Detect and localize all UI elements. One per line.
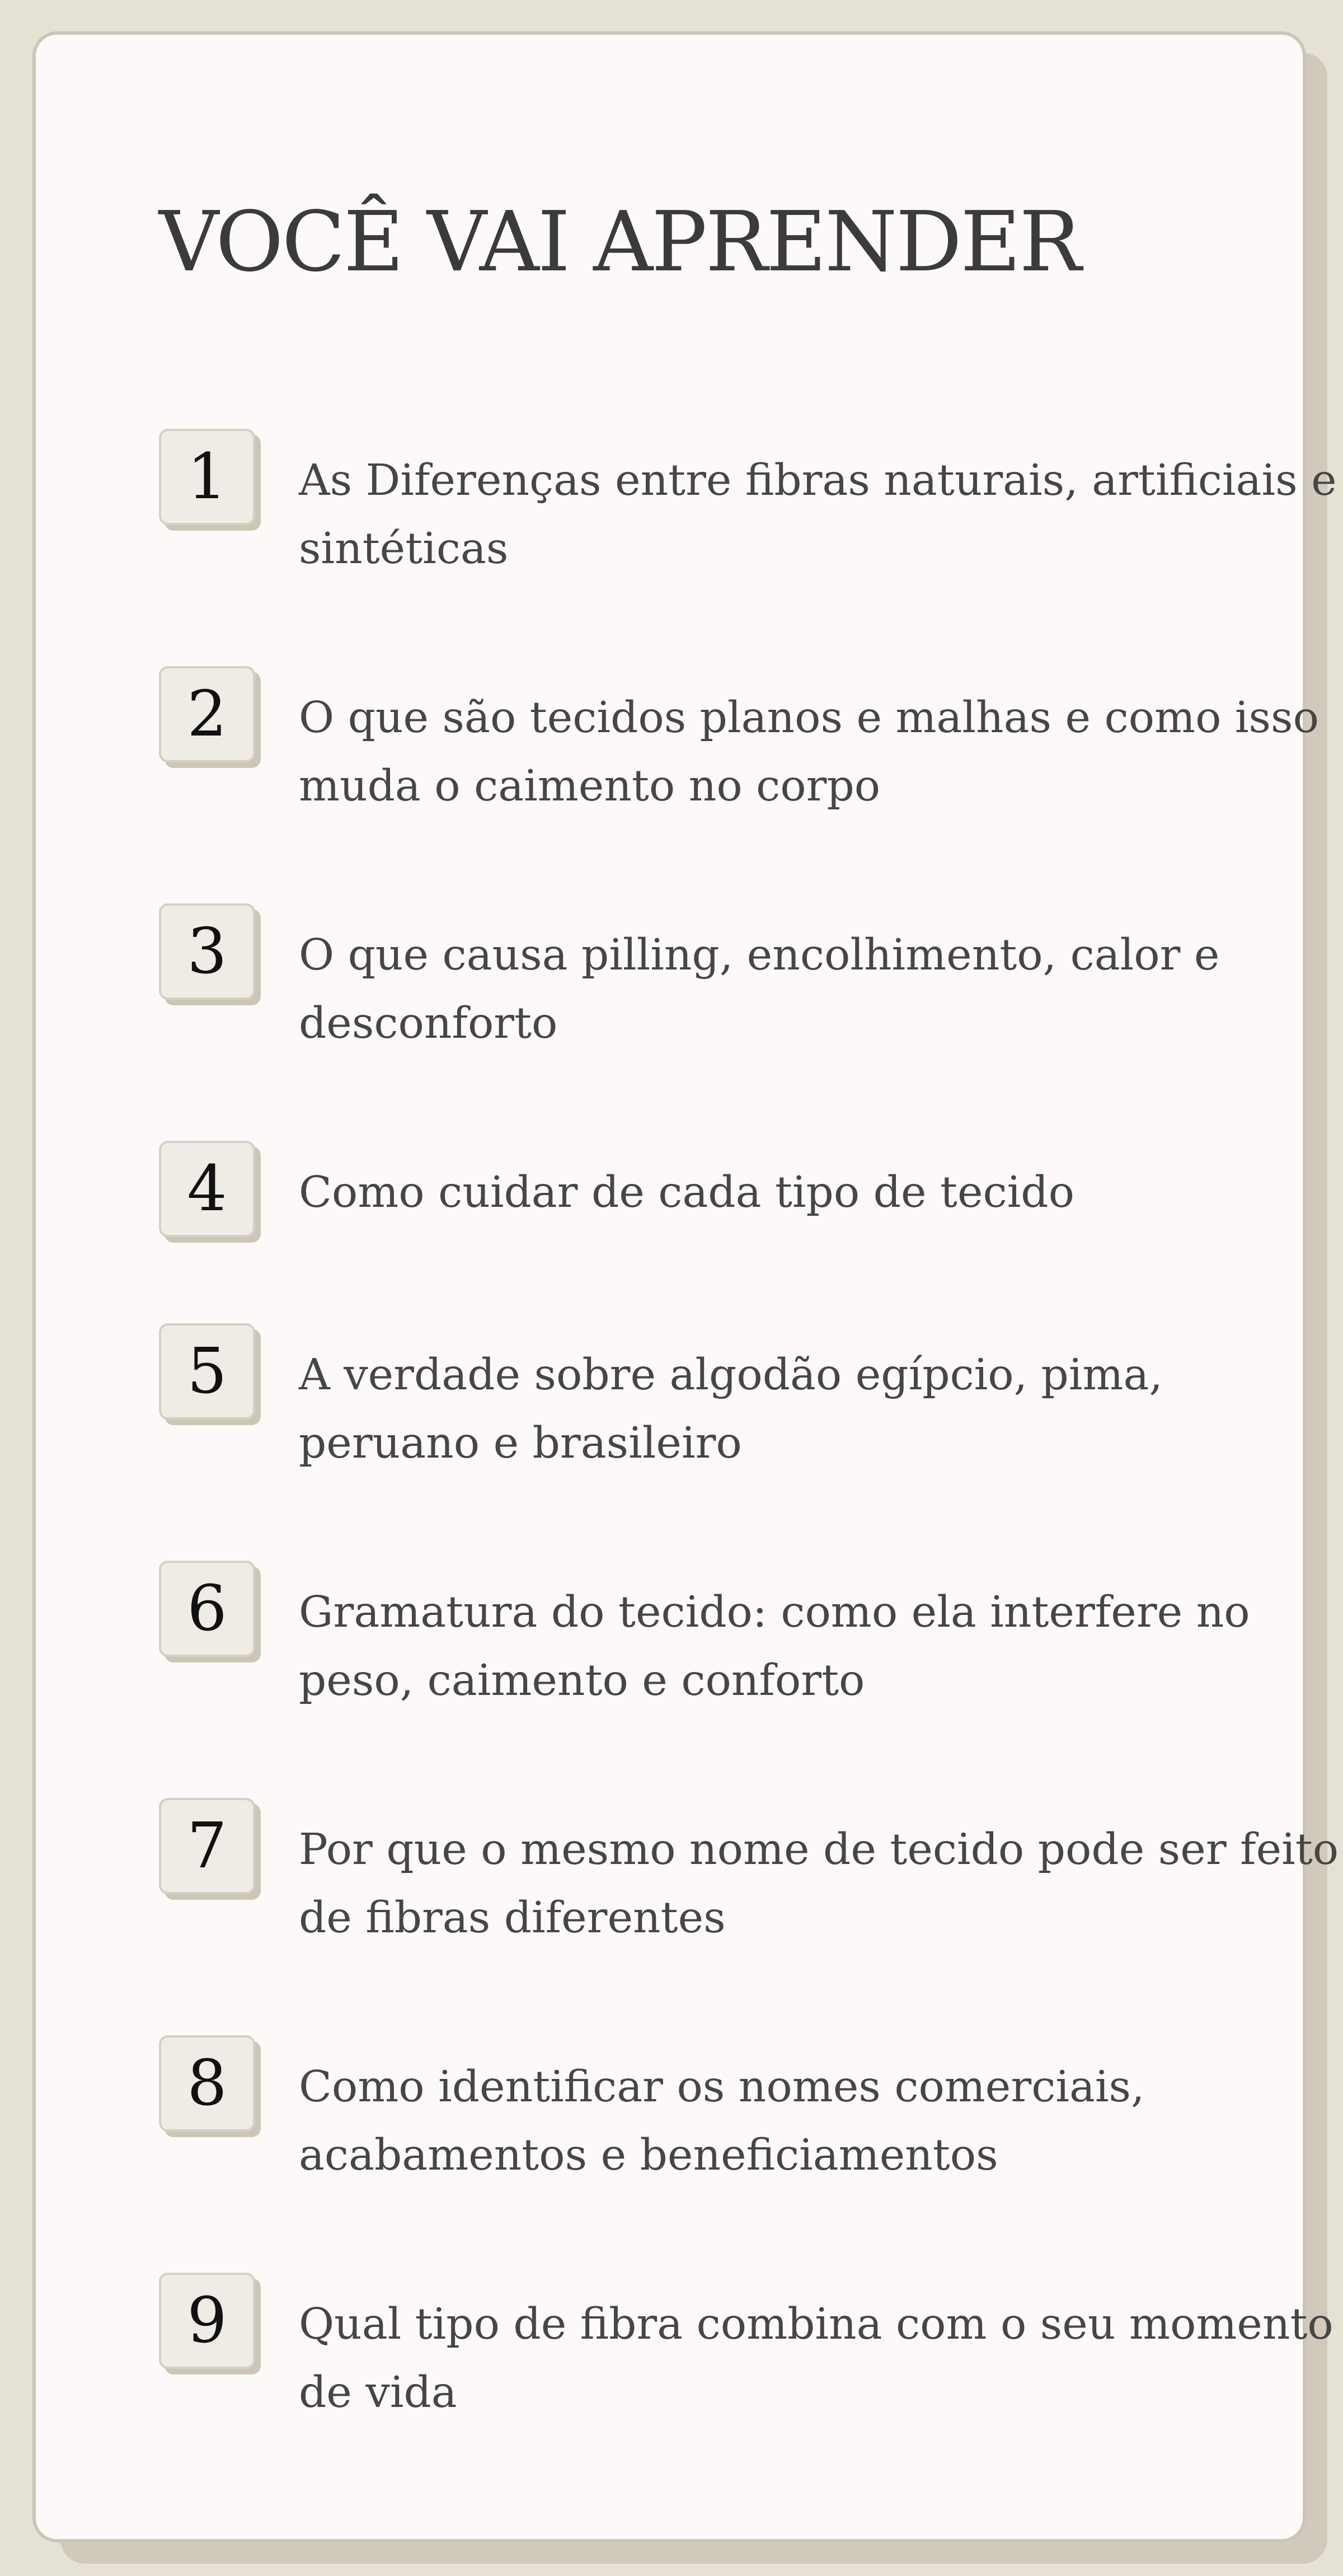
number-badge-label: 6 (159, 1561, 255, 1657)
list-item-text: A verdade sobre algodão egípcio, pima, peruano e brasileiro (299, 1350, 1163, 1468)
content-card (32, 31, 1339, 2542)
number-badge-label: 9 (159, 2273, 255, 2369)
number-badge (159, 2273, 261, 2374)
list-item-text: Qual tipo de fibra combina com o seu momento de vida (299, 2299, 1333, 2418)
number-badge (159, 429, 261, 531)
number-badge-label: 8 (159, 2035, 255, 2132)
number-badge-label: 4 (159, 1141, 255, 1237)
number-badge (159, 1798, 261, 1900)
number-badge-label: 5 (159, 1323, 255, 1420)
number-badge-label: 1 (159, 429, 255, 525)
list-item-text: O que causa pilling, encolhimento, calor e desconforto (299, 930, 1220, 1048)
number-badge (159, 903, 261, 1005)
number-badge (159, 1323, 261, 1425)
number-badge (159, 1141, 261, 1243)
number-badge-label: 7 (159, 1798, 255, 1894)
number-badge (159, 2035, 261, 2137)
list-item-text: Por que o mesmo nome de tecido pode ser feito de fibras diferentes (299, 1825, 1339, 1943)
list-item-text: As Diferenças entre fibras naturais, artificiais e sintéticas (299, 456, 1337, 574)
learning-list (159, 35, 1339, 2539)
list-item-text: Como identificar os nomes comerciais, acabamentos e beneficiamentos (299, 2062, 1145, 2180)
list-item-text: O que são tecidos planos e malhas e como isso muda o caimento no corpo (299, 693, 1319, 811)
number-badge (159, 666, 261, 768)
list-item-text: Gramatura do tecido: como ela interfere no peso, caimento e conforto (299, 1587, 1250, 1706)
number-badge-label: 2 (159, 666, 255, 762)
number-badge-label: 3 (159, 903, 255, 1000)
number-badge (159, 1561, 261, 1662)
page-title: VOCÊ VAI APRENDER (159, 194, 1080, 290)
list-item-text: Como cuidar de cada tipo de tecido (299, 1168, 1074, 1217)
